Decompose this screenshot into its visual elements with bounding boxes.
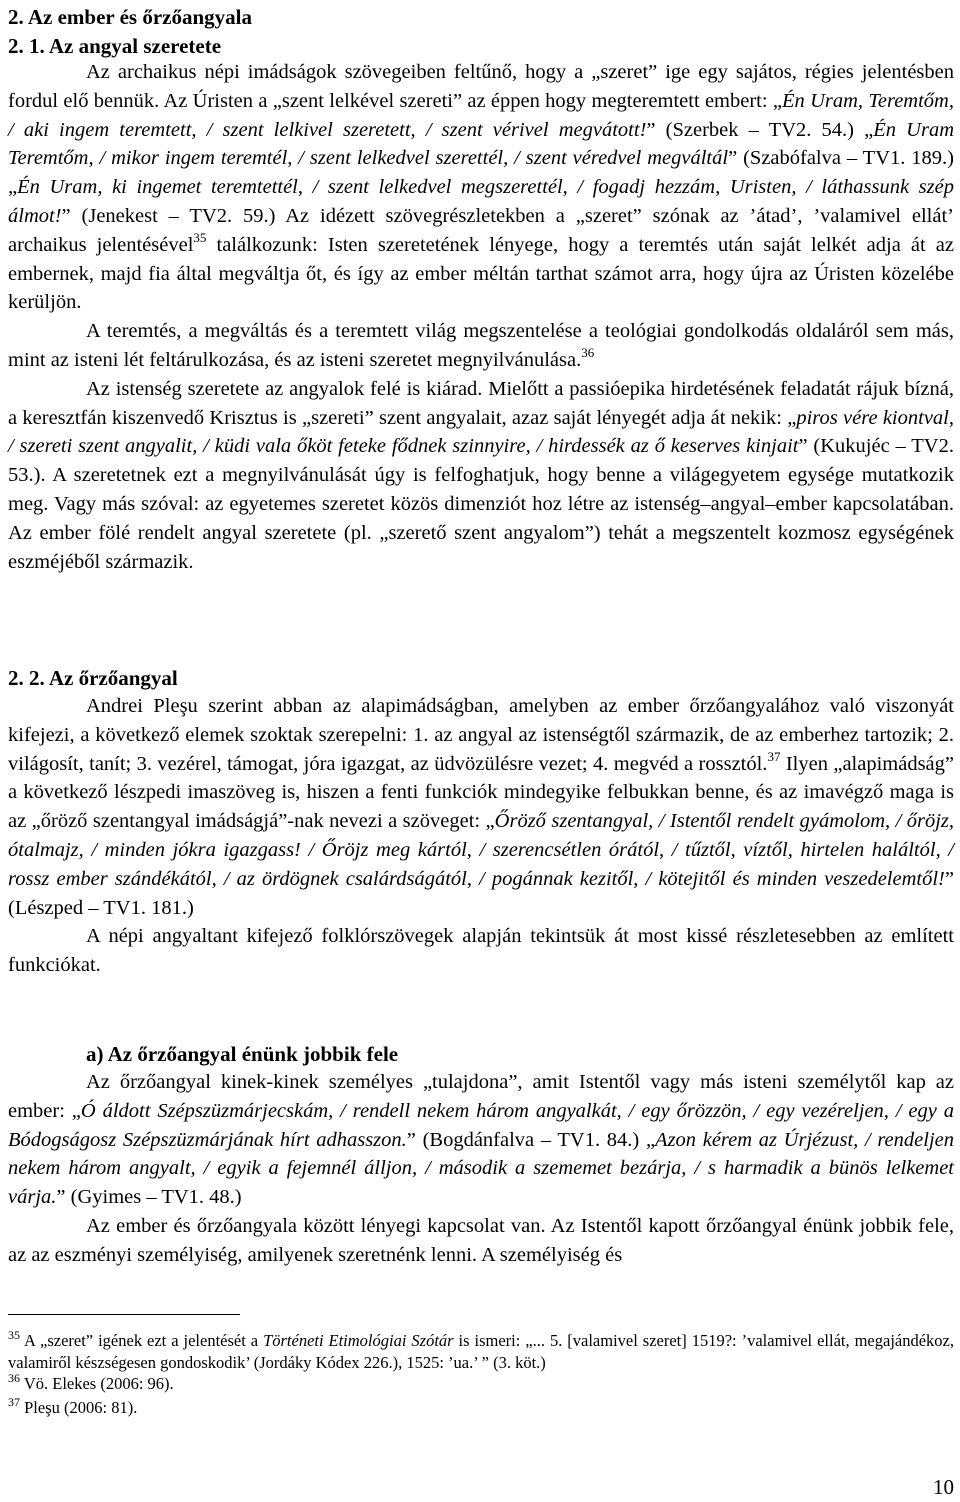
paragraph-1: Az archaikus népi imádságok szövegeiben feltűnő, hogy a „szeret” ige egy sajátos, régies jelentésben fordul elő bennük. Az Úristen a „szent lelkével szereti” az éppen hogy megteremtett embert: „Én Uram, Teremtőm, / aki ingem teremtett, / szent lelkivel szeretett, / szent vérivel megvátott!” (Szerbek – TV2. 54.) „Én Uram Teremtőm, / mikor ingem teremtél, / szent lelkedvel szerettél, / szent véredvel megváltál” (Szabófalva – TV1. 189.) „Én Uram, ki ingemet teremtettél, / szent lelkedvel megszerettél, / fogadj hezzám, Uristen, / láthassunk szép álmot!” (Jenekest – TV2. 59.) Az idézett szövegrészletekben a „szeret” szónak az ’átad’, ’valamivel ellát’ archaikus jelentésével$^{35}$ találkozunk: Isten szeretetének lényege, hogy a teremtés után saját lelkét adja át az embernek, majd fia által megváltja őt, és így az ember méltán tarthat számot arra, hogy újra az Úristen közelébe kerüljön. <box>8 61 955 314</box>
quote-gyimes: Azon kérem az Úrjézust, / rendeljen nekem három angyalt, / egyik a fejemnél álljon, / második a szememet bezárja, / s harmadik a bünös lelkemet várja. <box>8 1128 954 1209</box>
page-number: 10 <box>933 1475 954 1499</box>
paragraph-4: Andrei Pleşu szerint abban az alapimádságban, amelyben az ember őrzőangyalához való viszonyát kifejezi, a következő elemek szoktak szerepelni: 1. az angyal az istenségtől származik, de az emberhez tartozik; 2. világosít, tanít; 3. vezérel, támogat, jóra igazgat, az üdvözülésre vezet; 4. megvéd a rossztól.$^{37}$ Ilyen „alapimádság” a következő lészpedi imaszöveg is, hiszen a fenti funkciók mindegyike felbukkan benne, és az imavégző maga is az „őröző szentangyal imádságjá”-nak nevezi a szöveget: „Őröző szentangyal, / Istentől rendelt gyámolom, / őröjz, ótalmajz, / minden jókra igazgass! / Őröjz meg kártól, / szerencsétlen órától, / tűztől, víztől, hirtelen haláltól, / rossz ember szándékától, / az ördögnek csalárdságától, / pogánnak kezitől, / kötejitől és minden veszedelemtől!” (Lészped – TV1. 181.) <box>8 695 955 919</box>
footnote-number: 37 <box>8 1394 20 1409</box>
footnote-ref-35[interactable]: 35 <box>193 229 207 245</box>
paragraph-6: Az őrzőangyal kinek-kinek személyes „tulajdona”, amit Istentől vagy más isteni személytől kap az ember: „Ó áldott Szépszüzmárjecskám, / rendell nekem három angyalkát, / egy őrözzön, / egy vezéreljen, / egy a Bódogságosz Szépszüzmárjának hírt adhasszon.” (Bogdánfalva – TV1. 84.) „Azon kérem az Úrjézust, / rendeljen nekem három angyalt, / egyik a fejemnél álljon, / második a szememet bezárja, / s harmadik a bünös lelkemet várja.” (Gyimes – TV1. 48.) <box>8 1071 954 1209</box>
paragraph-3: Az istenség szeretete az angyalok felé is kiárad. Mielőtt a passióepika hirdetésének feladatát rájuk bízná, a keresztfán kiszenvedő Krisztus is „szereti” szent angyalait, azaz saját lényegét adja át nekik: „piros vére kiontval, / szereti szent angyalit, / küdi vala őköt feteke fődnek szinnyire, / hirdessék az ő keserves kinjait” (Kukujéc – TV2. 53.). A szeretetnek ezt a megnyilvánulását úgy is felfoghatjuk, hogy benne a világegyetem egysége mutatkozik meg. Vagy más szóval: az egyetemes szeretet közös dimenziót hoz létre az istenség–angyal–ember kapcsolatában. Az ember fölé rendelt angyal szeretete (pl. „szerető szent angyalom”) tehát a megszentelt kozmosz egységének eszméjéből származik. <box>8 377 954 573</box>
footnote-ref-36[interactable]: 36 <box>581 345 595 361</box>
chapter-heading: 2. Az ember és őrzőangyala <box>8 5 252 29</box>
quote-jenekest: Én Uram, ki ingemet teremtettél, / szent lelkedvel megszerettél, / fogadj hezzám, Uristen, / láthassunk szép álmot! <box>8 176 954 227</box>
footnote-divider <box>8 1314 240 1315</box>
quote-kukujec: piros vére kiontval, / szereti szent angyalit, / küdi vala őköt feteke fődnek szinnyire, / hirdessék az ő keserves kinjait <box>8 406 954 458</box>
paragraph-5: A népi angyaltant kifejező folklórszövegek alapján tekintsük át most kissé részletesebben az említett funkciókat. <box>8 925 954 977</box>
subsection-heading-a: a) Az őrzőangyal énünk jobbik fele <box>86 1042 399 1066</box>
quote-szerbek: Én Uram, Teremtőm, / aki ingem teremtett, / szent lelkivel szeretett, / szent vérivel megvátott! <box>8 89 954 141</box>
footnote-number: 35 <box>8 1327 20 1342</box>
footnote-number: 36 <box>8 1370 20 1385</box>
section-2-1-body <box>8 58 954 576</box>
footnote-37: $^{37}$ Pleşu (2006: 81). <box>8 1394 138 1417</box>
quote-bogdanfalva: Ó áldott Szépszüzmárjecskám, / rendell nekem három angyalkát, / egy őrözzön, / egy vezéreljen, / egy a Bódogságosz Szépszüzmárjának hírt adhasszon. <box>8 1099 954 1151</box>
paragraph-7: Az ember és őrzőangyala között lényegi kapcsolat van. Az Istentől kapott őrzőangyal énünk jobbik fele, az az eszményi személyiség, amilyenek szeretnénk lenni. A személyiség és <box>8 1214 954 1266</box>
section-2-2-body <box>8 692 954 980</box>
quote-leszped: Őröző szentangyal, / Istentől rendelt gyámolom, / őröjz, ótalmajz, / minden jókra igazgass! / Őröjz meg kártól, / szerencsétlen órától, / tűztől, víztől, hirtelen haláltól, / rossz ember szándékától, / az ördögnek csalárdságától, / pogánnak kezitől, / kötejitől és minden veszedelemtől! <box>8 810 954 890</box>
footnote-35: $^{35}$ A „szeret” igének ezt a jelentését a Történeti Etimológiai Szótár is ismeri: „... 5. [valamivel szeret] 1519?: ’valamivel ellát, megajándékoz, valamiről készségesen gondoskodik’ (Jordáky Kódex 226.), 1525: ’ua.’ ” (3. köt.) <box>8 1327 954 1372</box>
quote-szabofalva: Én Uram Teremtőm, / mikor ingem teremtél, / szent lelkedvel szerettél, / szent véredvel megváltál <box>8 118 955 170</box>
section-heading-2-1: 2. 1. Az angyal szeretete <box>8 34 222 58</box>
footnote-ref-37[interactable]: 37 <box>767 748 781 764</box>
paragraph-2: A teremtés, a megváltás és a teremtett világ megszentelése a teológiai gondolkodás oldaláról sem más, mint az isteni lét feltárulkozása, és az isteni szeretet megnyilvánulása.$^{36}$ <box>8 320 954 371</box>
footnote-book-title: Történeti Etimológiai Szótár <box>263 1331 454 1350</box>
footnote-36: $^{36}$ Vö. Elekes (2006: 96). <box>8 1370 174 1393</box>
section-heading-2-2: 2. 2. Az őrzőangyal <box>8 666 178 690</box>
subsection-a-body <box>8 1068 954 1270</box>
